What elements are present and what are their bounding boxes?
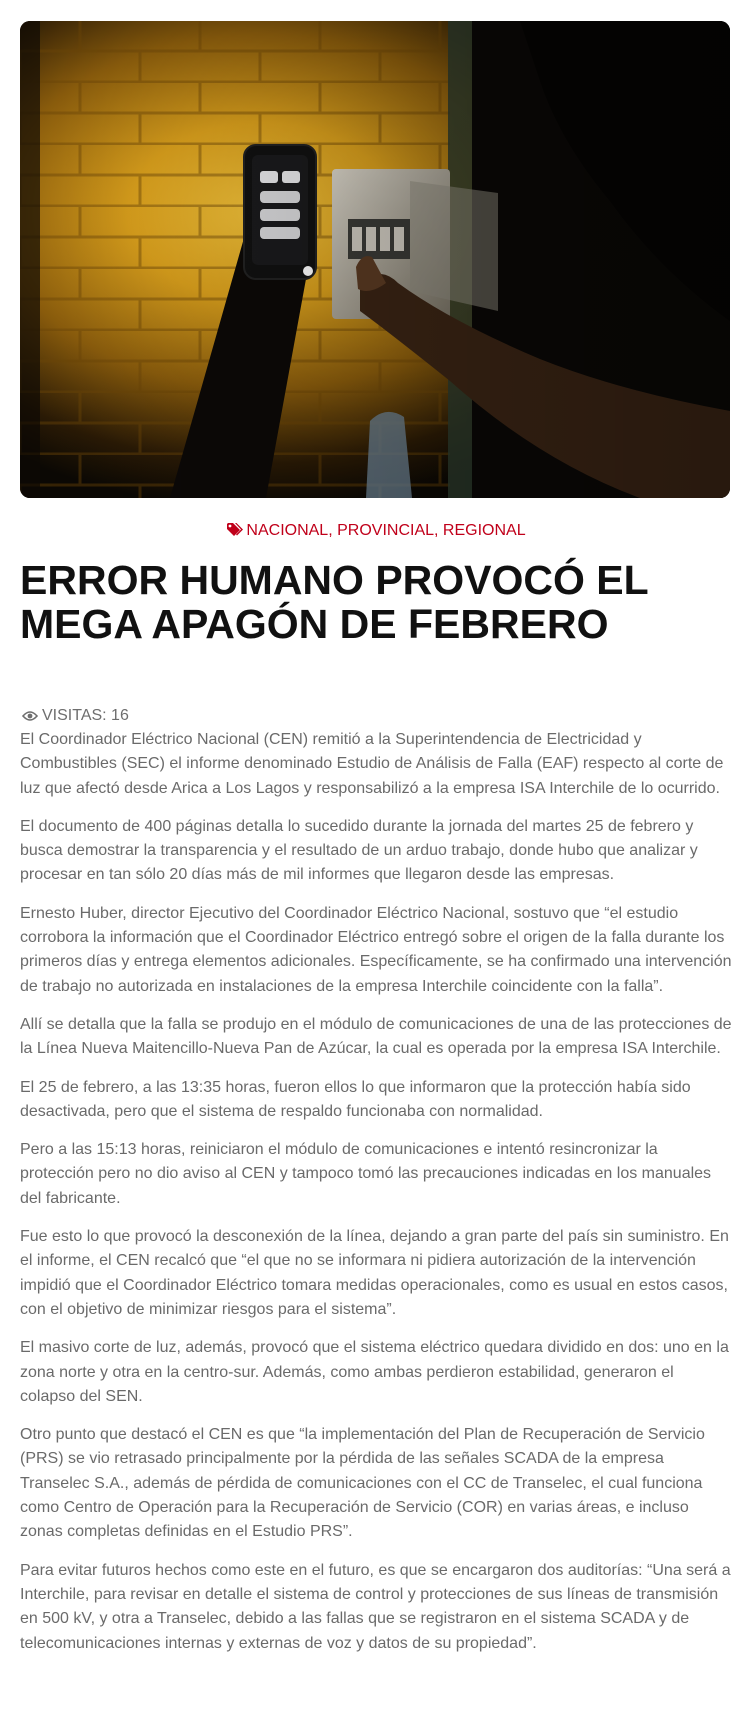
paragraph: Fue esto lo que provocó la desconexión de la línea, dejando a gran parte del país sin suministro. En el informe, el CEN recalcó que “el que no se informara ni pidiera autorización de la intervención impidió que el Coordinador Eléctrico tomara medidas operacionales, como es usual en estos casos, con el objetivo de minimizar riesgos para el sistema”. <box>20 1228 729 1318</box>
paragraph: El Coordinador Eléctrico Nacional (CEN) remitió a la Superintendencia de Electricidad y Combustibles (SEC) el informe denominado Estudio de Análisis de Falla (EAF) respecto al corte de luz que afectó desde Arica a Los Lagos y responsabilizó a la empresa ISA Interchile de lo ocurrido. <box>20 731 724 797</box>
paragraph: Ernesto Huber, director Ejecutivo del Coordinador Eléctrico Nacional, sostuvo que “el estudio corrobora la información que el Coordinador Eléctrico entregó sobre el origen de la falla durante los primeros días y entrega elementos adicionales. Específicamente, se ha confirmado una intervención de trabajo no autorizada en instalaciones de la empresa Interchile coincidente con la falla”. <box>20 904 732 995</box>
paragraph: El 25 de febrero, a las 13:35 horas, fueron ellos lo que informaron que la protección había sido desactivada, pero que el sistema de respaldo funcionaba con normalidad. <box>20 1078 691 1120</box>
category-link-regional[interactable]: REGIONAL <box>442 522 526 539</box>
paragraph: El documento de 400 páginas detalla lo sucedido durante la jornada del martes 25 de febrero y busca demostrar la transparencia y el resultado de un arduo trabajo, donde hubo que analizar y procesar en tan sólo 20 días más de mil informes que llegaron desde las empresas. <box>20 817 698 884</box>
tag-icon <box>226 522 244 544</box>
visit-counter <box>22 706 129 728</box>
category-link-nacional[interactable]: NACIONAL <box>246 522 329 539</box>
category-separator: , <box>328 522 338 539</box>
eye-icon <box>22 708 38 728</box>
paragraph: Otro punto que destacó el CEN es que “la implementación del Plan de Recuperación de Servicio (PRS) se vio retrasado principalmente por la pérdida de las señales SCADA de la empresa Transelec S.A., además de pérdida de comunicaciones con el CC de Transelec, el cual funciona como Centro de Operación para la Recuperación de Servicio (COR) en varias áreas, e incluso zonas completas definidas en el Estudio PRS”. <box>20 1426 705 1541</box>
hero-image <box>20 21 730 498</box>
category-tags <box>0 521 752 544</box>
visits-label: VISITAS: 16 <box>42 707 129 724</box>
paragraph: Pero a las 15:13 horas, reiniciaron el módulo de comunicaciones e intentó resincronizar la protección pero no dio aviso al CEN y tampoco tomó las precauciones indicadas en los manuales del fabricante. <box>20 1141 712 1207</box>
category-link-provincial[interactable]: PROVINCIAL <box>337 522 435 539</box>
paragraph: Allí se detalla que la falla se produjo en el módulo de comunicaciones de una de las protecciones de la Línea Nueva Maitencillo-Nueva Pan de Azúcar, la cual es operada por la empresa ISA Interchile. <box>20 1015 732 1058</box>
paragraph: El masivo corte de luz, además, provocó que el sistema eléctrico quedara dividido en dos: uno en la zona norte y otra en la centro-sur. Además, como ambas perdieron estabilidad, generaron el colapso del SEN. <box>20 1339 729 1405</box>
paragraph: Para evitar futuros hechos como este en el futuro, es que se encargaron dos auditorías: “Una será a Interchile, para revisar en detalle el sistema de control y protecciones de sus líneas de transmisión en 500 kV, y otra a Transelec, debido a las fallas que se registraron en el sistema SCADA y de telecomunicaciones internas y externas de voz y datos de su propiedad”. <box>20 1561 731 1652</box>
title-line-1: ERROR HUMANO PROVOCÓ EL <box>20 557 649 603</box>
article-title <box>20 558 732 646</box>
title-line-2: MEGA APAGÓN DE FEBRERO <box>20 601 609 647</box>
hero-photo-illustration <box>20 21 730 498</box>
category-separator: , <box>434 522 443 539</box>
article-body <box>20 728 732 1670</box>
